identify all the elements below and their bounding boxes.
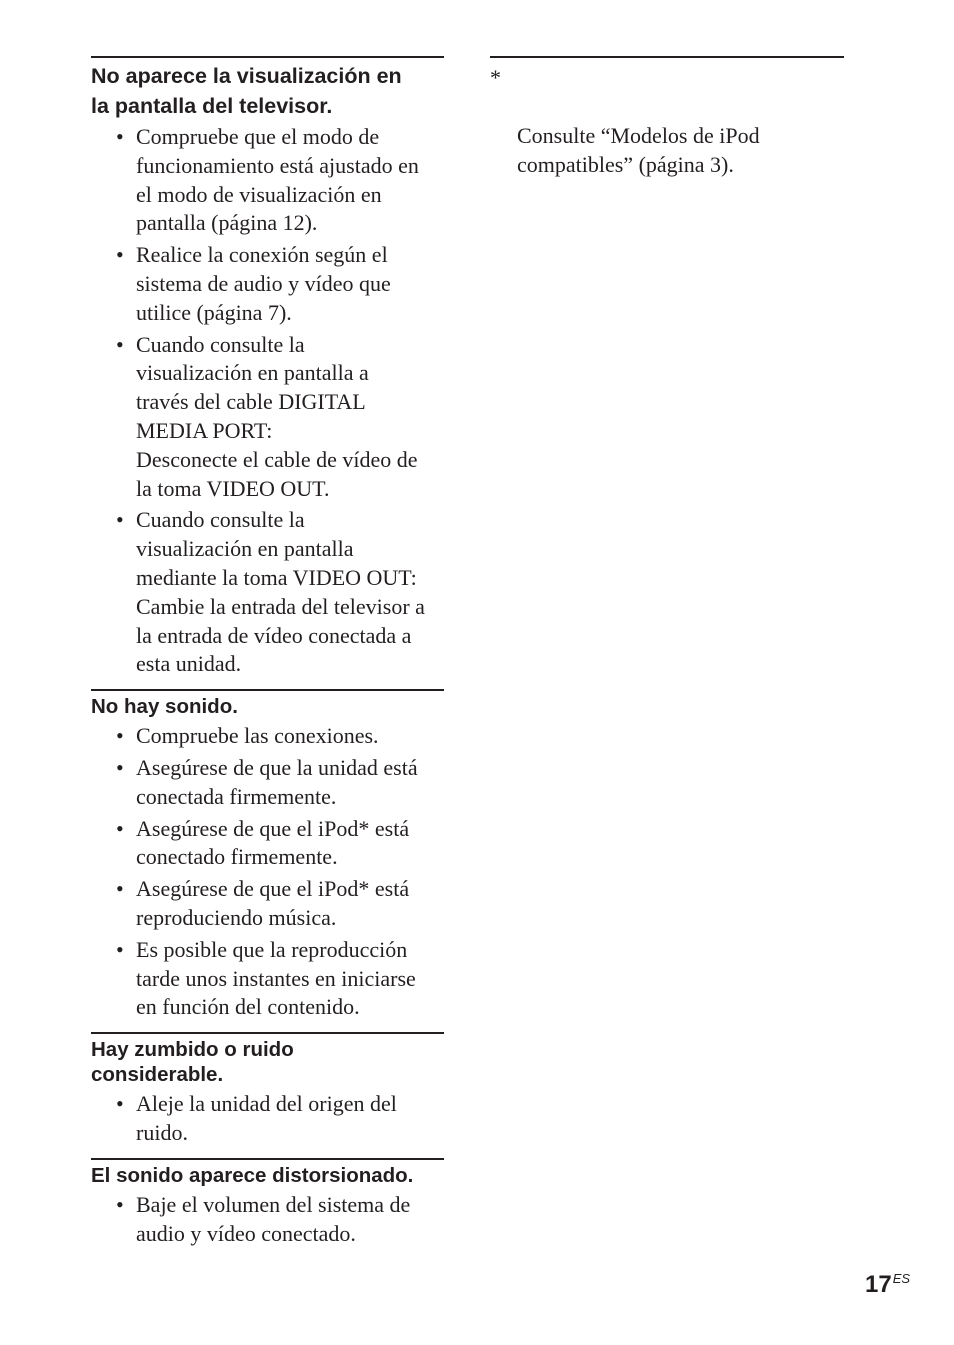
footnote-section [490,56,844,179]
page-language-suffix: ES [892,1271,911,1286]
section-distorted-sound [91,1158,444,1259]
section-hum-noise [91,1032,444,1158]
bullet-list [91,1090,444,1158]
footnote-text: Consulte “Modelos de iPod compatibles” (página 3). [517,123,760,177]
list-item: • Compruebe que el modo de funcionamiento está ajustado en el modo de visualización en pantalla (página 12). [91,123,444,238]
list-item: • Cuando consulte la visualización en pantalla a través del cable DIGITAL MEDIA PORT: Desconecte el cable de vídeo de la toma VIDEO OUT. [91,331,444,504]
bullet-list [91,1191,444,1259]
section-no-sound [91,689,444,1032]
section-no-display [91,56,444,689]
page-number-value: 17 [865,1271,892,1298]
section-heading: Hay zumbido o ruido considerable. [91,1038,294,1087]
footnote-mark: * [490,65,501,90]
list-item: • Asegúrese de que el iPod* está conectado firmemente. [91,815,444,873]
footnote [490,58,844,179]
list-item: • Baje el volumen del sistema de audio y vídeo conectado. [91,1191,444,1249]
bullet-list [91,123,444,689]
right-column [490,56,844,179]
list-item: • Compruebe las conexiones. [91,722,444,751]
section-heading: No hay sonido. [91,695,238,719]
bullet-list [91,722,444,1032]
list-item: • Cuando consulte la visualización en pantalla mediante la toma VIDEO OUT: Cambie la entrada del televisor a la entrada de vídeo conectada a esta unidad. [91,506,444,679]
page-number [865,1264,910,1300]
list-item: • Asegúrese de que la unidad está conectada firmemente. [91,754,444,812]
list-item: • Realice la conexión según el sistema de audio y vídeo que utilice (página 7). [91,241,444,327]
list-item: • Asegúrese de que el iPod* está reproduciendo música. [91,875,444,933]
list-item: • Es posible que la reproducción tarde unos instantes en iniciarse en función del contenido. [91,936,444,1022]
left-column [91,56,444,1258]
section-heading: No aparece la visualización en la pantalla del televisor. [91,64,402,118]
section-heading: El sonido aparece distorsionado. [91,1163,414,1187]
list-item: • Aleje la unidad del origen del ruido. [91,1090,444,1148]
